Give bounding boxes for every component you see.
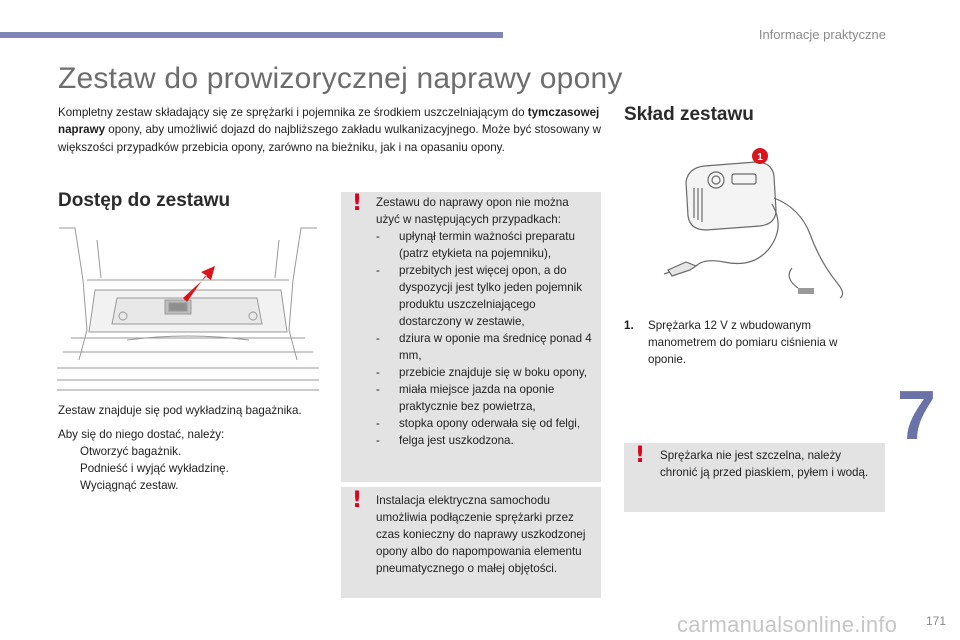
warning-item-text: dziura w oponie ma średnicę ponad 4 mm, [399,332,592,362]
dash-marker: - [376,332,380,345]
list-item [58,443,328,460]
page-number: 171 [925,614,946,628]
dash-marker: - [376,264,380,277]
steps-intro: Aby się do niego dostać, należy: [58,428,225,441]
warning-intro: Zestawu do naprawy opon nie można użyć w następujących przypadkach: [376,196,569,226]
step-text: Wyciągnąć zestaw. [80,479,179,492]
header-accent-bar [0,32,503,38]
step-text: Podnieść i wyjąć wykładzinę. [80,462,229,475]
list-item [376,381,593,415]
dash-marker: - [376,230,380,243]
warning-item-text: przebitych jest więcej opon, a do dyspozycji jest tylko jeden pojemnik produktu uszczelniającego dostarczony w zestawie, [399,264,583,328]
compressor-warning-text: Sprężarka nie jest szczelna, należy chronić ją przed piaskiem, pyłem i wodą. [660,449,869,479]
caption-text: Sprężarka 12 V z wbudowanym manometrem do pomiaru ciśnienia w oponie. [648,319,838,366]
warning-item-text: miała miejsce jazda na oponie praktycznie bez powietrza, [399,383,555,413]
list-item [376,262,593,330]
electrical-warning-text: Instalacja elektryczna samochodu umożliwia podłączenie sprężarki przez czas konieczny do naprawy uszkodzonej opony albo do napompowania elementu pneumatycznego o małej objętości. [376,494,586,575]
usage-warning-box [341,192,601,482]
caption-number: 1. [624,319,634,332]
list-item [376,432,593,449]
kit-location-text: Zestaw znajduje się pod wykładziną bagażnika. [58,404,302,417]
list-item [376,415,593,432]
warning-icon: ! [635,443,646,468]
warning-item-text: stopka opony oderwała się od felgi, [399,417,581,430]
dash-marker: - [376,434,380,447]
warning-icon: ! [352,191,363,216]
intro-paragraph [58,104,603,156]
compressor-caption [624,317,854,368]
compressor-warning-box [624,443,885,512]
warning-item-text: felga jest uszkodzona. [399,434,514,447]
intro-bold-text: tymczasowej naprawy [58,106,600,137]
trunk-photo [57,220,319,396]
warning-item-text: upłynął termin ważności preparatu (patrz etykieta na pojemniku), [399,230,575,260]
kit-heading: Skład zestawu [624,104,754,125]
list-item [376,228,593,262]
intro-text-part2: opony, aby umożliwić dojazd do najbliższego zakładu wulkanizacyjnego. Może być stosowany w większości przypadków przebicia opony, zarówno na bieżniku, jak i na opasaniu opony. [58,123,602,154]
warning-icon: ! [352,488,363,513]
list-item [376,330,593,364]
access-steps [58,426,328,494]
dash-marker: - [376,417,380,430]
intro-text-part1: Kompletny zestaw składający się ze sprężarki i pojemnika ze środkiem uszczelniającym do [58,106,528,119]
electrical-warning-box [341,487,601,598]
watermark: carmanualsonline.info [677,612,898,637]
list-item [376,364,593,381]
access-heading: Dostęp do zestawu [58,190,231,211]
list-item [58,477,328,494]
section-label: Informacje praktyczne [758,27,886,42]
step-text: Otworzyć bagażnik. [80,445,182,458]
list-item [58,460,328,477]
page-title: Zestaw do prowizorycznej naprawy opony [58,62,623,95]
dash-marker: - [376,383,380,396]
dash-marker: - [376,366,380,379]
chapter-number: 7 [897,376,936,454]
callout-badge-1: 1 [757,152,763,163]
compressor-illustration [660,138,870,310]
warning-item-text: przebicie znajduje się w boku opony, [399,366,587,379]
